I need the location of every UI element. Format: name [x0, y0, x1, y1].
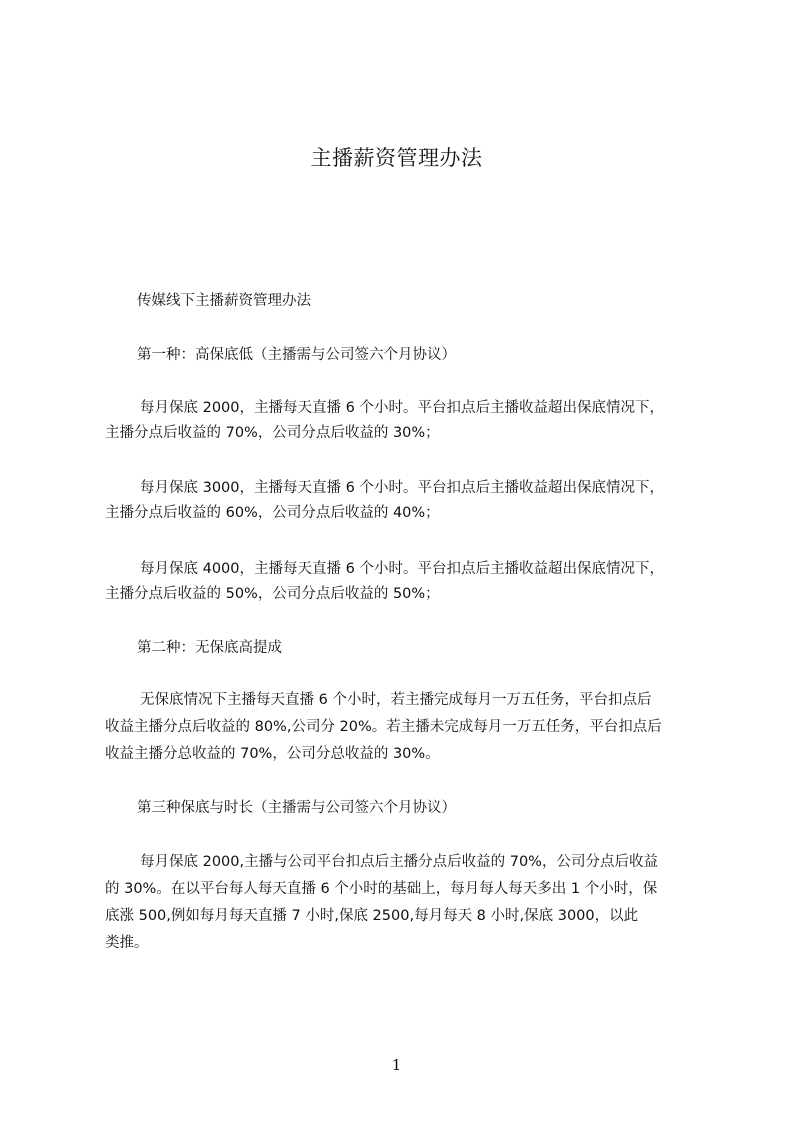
option3-line-3: 底涨 500,例如每月每天直播 7 小时,保底 2500,每月每天 8 小时,保底 3000，以此 [105, 908, 639, 924]
option2-line-1: 无保底情况下主播每天直播 6 个小时，若主播完成每月一万五任务，平台扣点后 [140, 692, 652, 708]
option2-heading: 第二种：无保底高提成 [137, 640, 282, 656]
page-number: 1 [391, 1056, 402, 1074]
option3-heading: 第三种保底与时长（主播需与公司签六个月协议） [137, 800, 456, 816]
option3-line-4: 类推。 [105, 935, 149, 951]
option1-item-3-line2: 主播分点后收益的 50%，公司分点后收益的 50%； [105, 586, 440, 602]
option2-line-2: 收益主播分点后收益的 80%,公司分 20%。若主播未完成每月一万五任务，平台扣点后 [105, 719, 662, 735]
document-subtitle: 传媒线下主播薪资管理办法 [137, 293, 311, 309]
option3-line-1: 每月保底 2000,主播与公司平台扣点后主播分点后收益的 70%，公司分点后收益 [140, 854, 658, 870]
option1-item-1-line1: 每月保底 2000，主播每天直播 6 个小时。平台扣点后主播收益超出保底情况下， [140, 400, 664, 416]
option1-item-2-line2: 主播分点后收益的 60%，公司分点后收益的 40%； [105, 505, 440, 521]
option1-heading: 第一种：高保底低（主播需与公司签六个月协议） [137, 347, 456, 363]
option1-item-2-line1: 每月保底 3000，主播每天直播 6 个小时。平台扣点后主播收益超出保底情况下， [140, 480, 664, 496]
option2-line-3: 收益主播分总收益的 70%，公司分总收益的 30%。 [105, 746, 440, 762]
document-title: 主播薪资管理办法 [310, 146, 483, 170]
option1-item-3-line1: 每月保底 4000，主播每天直播 6 个小时。平台扣点后主播收益超出保底情况下， [140, 561, 664, 577]
option1-item-1-line2: 主播分点后收益的 70%，公司分点后收益的 30%； [105, 425, 440, 441]
option3-line-2: 的 30%。在以平台每人每天直播 6 个小时的基础上，每月每人每天多出 1 个小时，保 [105, 881, 658, 897]
